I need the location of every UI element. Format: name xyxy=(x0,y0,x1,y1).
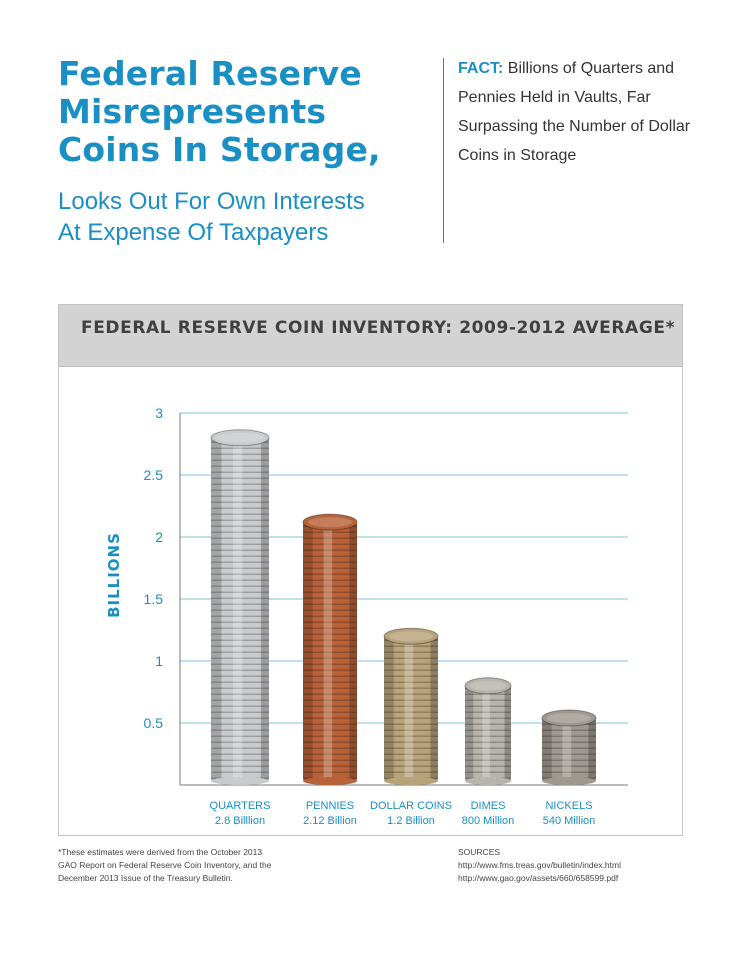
bar-top-face xyxy=(216,433,264,443)
bar-shade xyxy=(542,718,552,781)
bar-highlight xyxy=(482,686,489,781)
y-axis-title: BILLIONS xyxy=(105,532,123,618)
bar-shade xyxy=(384,636,394,781)
fact-text: Billions of Quarters and Pennies Held in Vaults, Far Surpassing the Number of Dollar Coins in Storage xyxy=(458,60,691,164)
chart-title: FEDERAL RESERVE COIN INVENTORY: 2009-2012 AVERAGE* xyxy=(81,318,676,338)
bar-dollar-coins xyxy=(384,628,438,785)
bar-nickels xyxy=(542,710,596,785)
category-label: PENNIES xyxy=(305,800,355,812)
category-label: NICKELS xyxy=(545,800,593,812)
headline-line-2: Misrepresents xyxy=(58,92,327,131)
bar-shade xyxy=(211,438,221,781)
subheadline-line-1: Looks Out For Own Interests xyxy=(58,188,365,215)
y-tick-label: 3 xyxy=(155,405,163,421)
chart-panel xyxy=(58,304,683,836)
value-label: 800 Million xyxy=(461,815,515,827)
headline xyxy=(58,55,418,169)
value-label: 2.8 Billlion xyxy=(214,815,266,827)
bar-bottom xyxy=(542,777,596,785)
bar-dimes xyxy=(465,678,511,785)
subheadline-line-2: At Expense Of Taxpayers xyxy=(58,219,329,246)
footnote xyxy=(58,846,318,885)
bar-shade xyxy=(261,438,269,781)
footnote-line: *These estimates were derived from the October 2013 xyxy=(58,847,263,857)
sources xyxy=(458,846,698,885)
bar-bottom xyxy=(211,777,269,785)
value-label: 1.2 Billion xyxy=(387,815,435,827)
y-tick-label: 1 xyxy=(155,653,163,669)
bar-top-face xyxy=(470,681,506,691)
headline-line-1: Federal Reserve xyxy=(58,54,362,93)
bar-shade xyxy=(465,686,473,781)
headline-line-3: Coins In Storage, xyxy=(58,130,381,169)
subheadline xyxy=(58,186,418,248)
category-label: QUARTERS xyxy=(209,800,271,812)
bar-shade xyxy=(349,522,357,781)
bar-highlight xyxy=(324,522,333,781)
bar-highlight xyxy=(233,438,242,781)
footnote-line: December 2013 Issue of the Treasury Bulletin. xyxy=(58,873,233,883)
bar-top-face xyxy=(389,631,433,641)
y-tick-label: 2.5 xyxy=(143,467,163,483)
bar-shade xyxy=(303,522,313,781)
y-tick-label: 0.5 xyxy=(143,715,163,731)
y-tick-label: 1.5 xyxy=(143,591,163,607)
fact-label: FACT: xyxy=(458,60,504,77)
bar-shade xyxy=(588,718,596,781)
bar-top-face xyxy=(308,517,352,527)
category-label: DIMES xyxy=(470,800,506,812)
bar-highlight xyxy=(405,636,414,781)
vertical-divider xyxy=(443,58,444,243)
bar-top-face xyxy=(547,713,591,723)
source-link[interactable]: http://www.fms.treas.gov/bulletin/index.html xyxy=(458,860,621,870)
sources-heading: SOURCES xyxy=(458,847,501,857)
category-label: DOLLAR COINS xyxy=(370,800,452,812)
bar-highlight xyxy=(563,718,572,781)
fact-callout xyxy=(458,54,698,170)
value-label: 540 Million xyxy=(542,815,596,827)
value-label: 2.12 Billion xyxy=(303,815,357,827)
bar-bottom xyxy=(303,777,357,785)
bar-quarters xyxy=(211,430,269,785)
source-link[interactable]: http://www.gao.gov/assets/660/658599.pdf xyxy=(458,873,619,883)
footnote-line: GAO Report on Federal Reserve Coin Inventory, and the xyxy=(58,860,272,870)
bar-shade xyxy=(505,686,511,781)
coin-inventory-chart xyxy=(59,305,684,837)
y-tick-label: 2 xyxy=(155,529,163,545)
bar-pennies xyxy=(303,514,357,785)
bar-bottom xyxy=(465,777,511,785)
bar-bottom xyxy=(384,777,438,785)
bar-shade xyxy=(430,636,438,781)
